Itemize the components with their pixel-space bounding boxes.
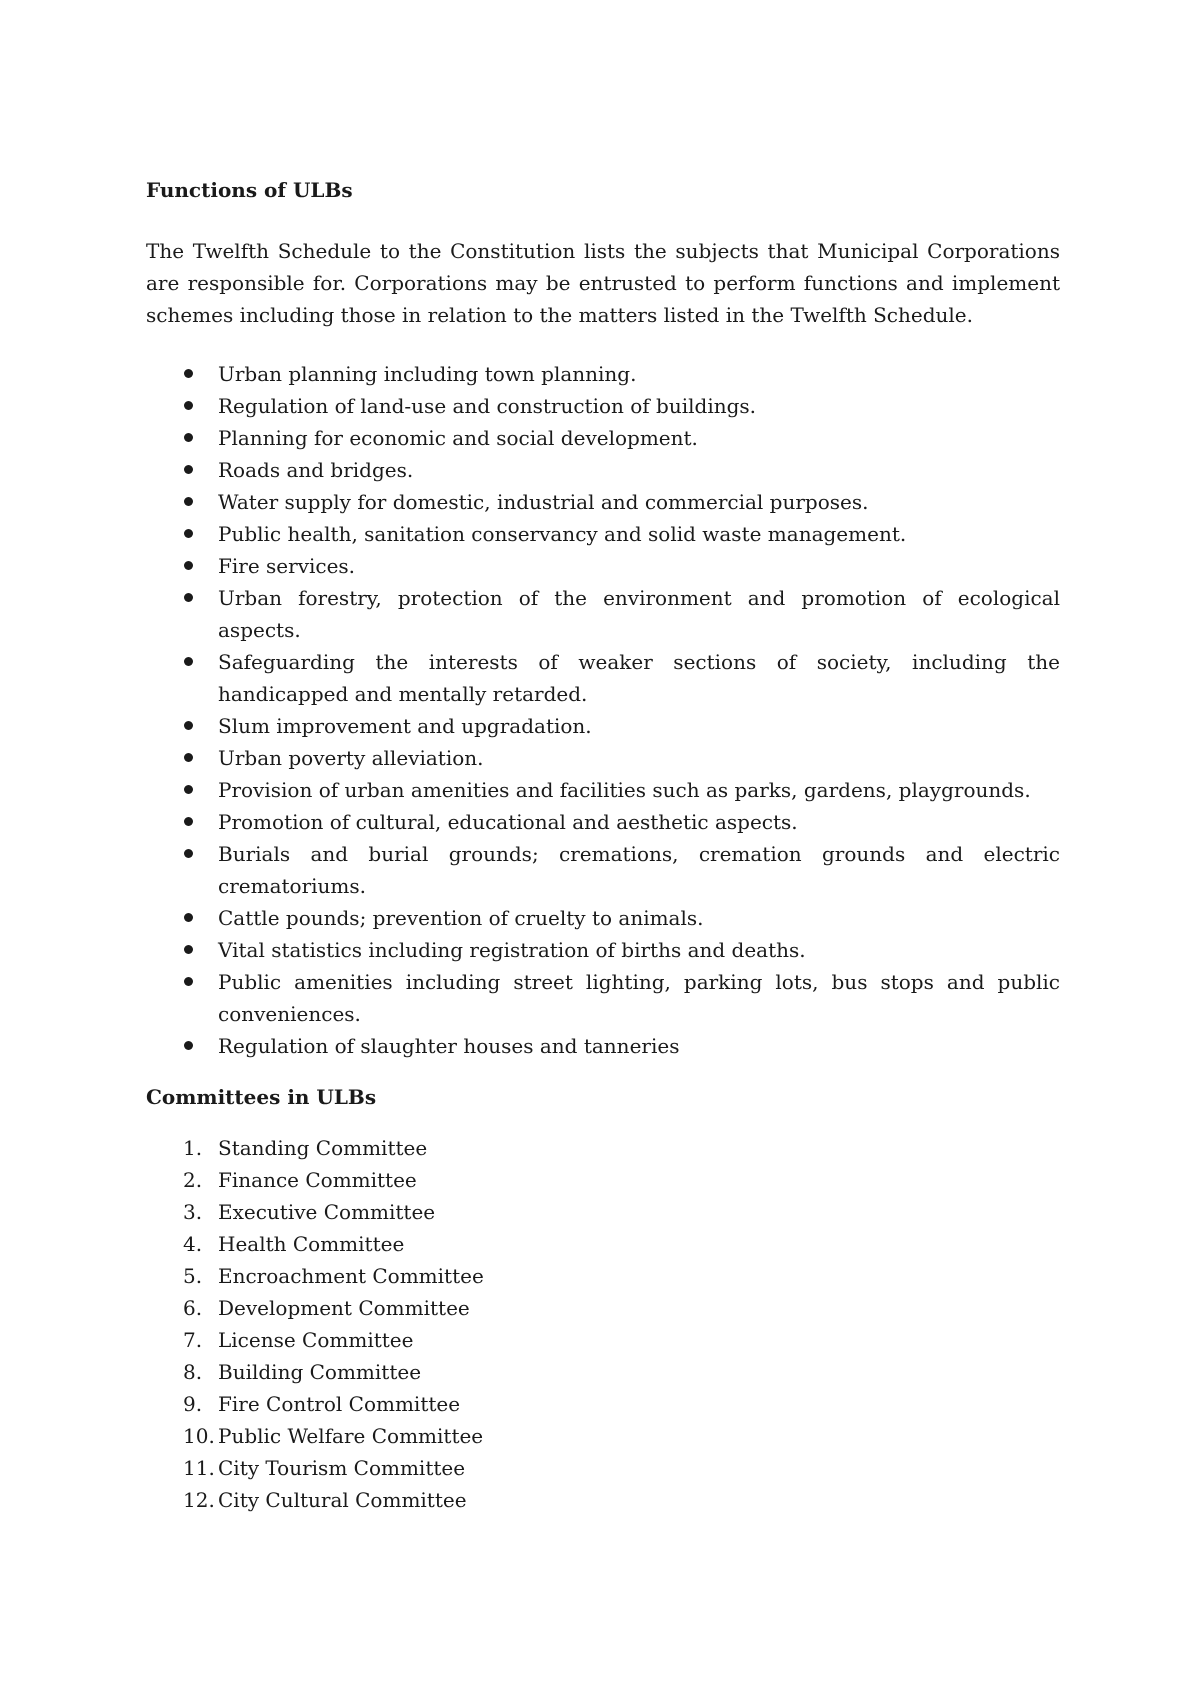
list-item (146, 710, 1060, 742)
functions-heading: Functions of ULBs (146, 178, 353, 202)
list-item-text: Safeguarding the interests of weaker sections of society, including the handicapped and mentally retarded. (218, 650, 1060, 706)
list-item (146, 838, 1060, 902)
bullet-icon (184, 913, 193, 922)
list-item-text: Finance Committee (218, 1168, 417, 1192)
list-item-text: Encroachment Committee (218, 1264, 484, 1288)
list-item-text: Provision of urban amenities and facilities such as parks, gardens, playgrounds. (218, 778, 1031, 802)
list-item-text: Promotion of cultural, educational and aesthetic aspects. (218, 810, 798, 834)
list-item (146, 1196, 1060, 1228)
list-item (146, 934, 1060, 966)
list-number: 9. (183, 1392, 203, 1416)
list-item-text: City Cultural Committee (218, 1488, 467, 1512)
list-item-text: Development Committee (218, 1296, 470, 1320)
bullet-icon (184, 785, 193, 794)
list-item-text: Public health, sanitation conservancy and solid waste management. (218, 522, 907, 546)
list-item (146, 1164, 1060, 1196)
list-item (146, 1356, 1060, 1388)
list-item (146, 422, 1060, 454)
list-item (146, 1420, 1060, 1452)
functions-list (146, 358, 1060, 1062)
list-item (146, 806, 1060, 838)
bullet-icon (184, 593, 193, 602)
list-item (146, 1260, 1060, 1292)
list-number: 10. (183, 1424, 215, 1448)
list-number: 7. (183, 1328, 203, 1352)
list-item (146, 1324, 1060, 1356)
list-item-text: Urban forestry, protection of the environment and promotion of ecological aspects. (218, 586, 1060, 642)
bullet-icon (184, 369, 193, 378)
list-number: 12. (183, 1488, 215, 1512)
list-item-text: Roads and bridges. (218, 458, 414, 482)
list-item (146, 1484, 1060, 1516)
list-item-text: Fire services. (218, 554, 356, 578)
list-item (146, 1132, 1060, 1164)
bullet-icon (184, 401, 193, 410)
list-item-text: Water supply for domestic, industrial and commercial purposes. (218, 490, 869, 514)
bullet-icon (184, 497, 193, 506)
list-item (146, 390, 1060, 422)
list-item-text: Fire Control Committee (218, 1392, 461, 1416)
intro-paragraph: The Twelfth Schedule to the Constitution lists the subjects that Municipal Corporations are responsible for. Corporations may be entrusted to perform functions and implement schemes including those in relation to the matters listed in the Twelfth Schedule. (146, 239, 1060, 327)
list-number: 8. (183, 1360, 203, 1384)
bullet-icon (184, 561, 193, 570)
list-item (146, 966, 1060, 1030)
list-number: 6. (183, 1296, 203, 1320)
list-number: 3. (183, 1200, 203, 1224)
list-item (146, 582, 1060, 646)
list-item (146, 1292, 1060, 1324)
list-item-text: Building Committee (218, 1360, 422, 1384)
bullet-icon (184, 657, 193, 666)
list-item (146, 1030, 1060, 1062)
list-number: 5. (183, 1264, 203, 1288)
list-item (146, 454, 1060, 486)
list-item (146, 1388, 1060, 1420)
bullet-icon (184, 721, 193, 730)
list-item-text: Cattle pounds; prevention of cruelty to animals. (218, 906, 704, 930)
bullet-icon (184, 529, 193, 538)
list-item (146, 1452, 1060, 1484)
list-item-text: Burials and burial grounds; cremations, cremation grounds and electric crematoriums. (218, 842, 1060, 898)
bullet-icon (184, 945, 193, 954)
bullet-icon (184, 817, 193, 826)
list-item (146, 518, 1060, 550)
bullet-icon (184, 433, 193, 442)
bullet-icon (184, 849, 193, 858)
list-item (146, 486, 1060, 518)
list-number: 4. (183, 1232, 203, 1256)
list-item-text: Urban planning including town planning. (218, 362, 637, 386)
list-item (146, 902, 1060, 934)
list-number: 2. (183, 1168, 203, 1192)
list-item-text: Regulation of land-use and construction of buildings. (218, 394, 757, 418)
list-item-text: City Tourism Committee (218, 1456, 466, 1480)
list-item (146, 742, 1060, 774)
list-item-text: Slum improvement and upgradation. (218, 714, 592, 738)
list-item (146, 1228, 1060, 1260)
bullet-icon (184, 977, 193, 986)
list-item-text: Executive Committee (218, 1200, 436, 1224)
list-item (146, 774, 1060, 806)
list-item-text: Public Welfare Committee (218, 1424, 484, 1448)
bullet-icon (184, 753, 193, 762)
list-item-text: Standing Committee (218, 1136, 428, 1160)
list-item-text: Health Committee (218, 1232, 405, 1256)
list-item-text: Urban poverty alleviation. (218, 746, 484, 770)
bullet-icon (184, 465, 193, 474)
list-number: 11. (183, 1456, 215, 1480)
list-item-text: License Committee (218, 1328, 414, 1352)
list-item-text: Planning for economic and social development. (218, 426, 698, 450)
committees-heading: Committees in ULBs (146, 1085, 377, 1109)
list-item (146, 550, 1060, 582)
list-number: 1. (183, 1136, 203, 1160)
list-item-text: Public amenities including street lighting, parking lots, bus stops and public conveniences. (218, 970, 1060, 1026)
bullet-icon (184, 1041, 193, 1050)
committees-list (146, 1132, 1060, 1516)
list-item-text: Regulation of slaughter houses and tanneries (218, 1034, 680, 1058)
list-item (146, 358, 1060, 390)
list-item-text: Vital statistics including registration of births and deaths. (218, 938, 806, 962)
list-item (146, 646, 1060, 710)
